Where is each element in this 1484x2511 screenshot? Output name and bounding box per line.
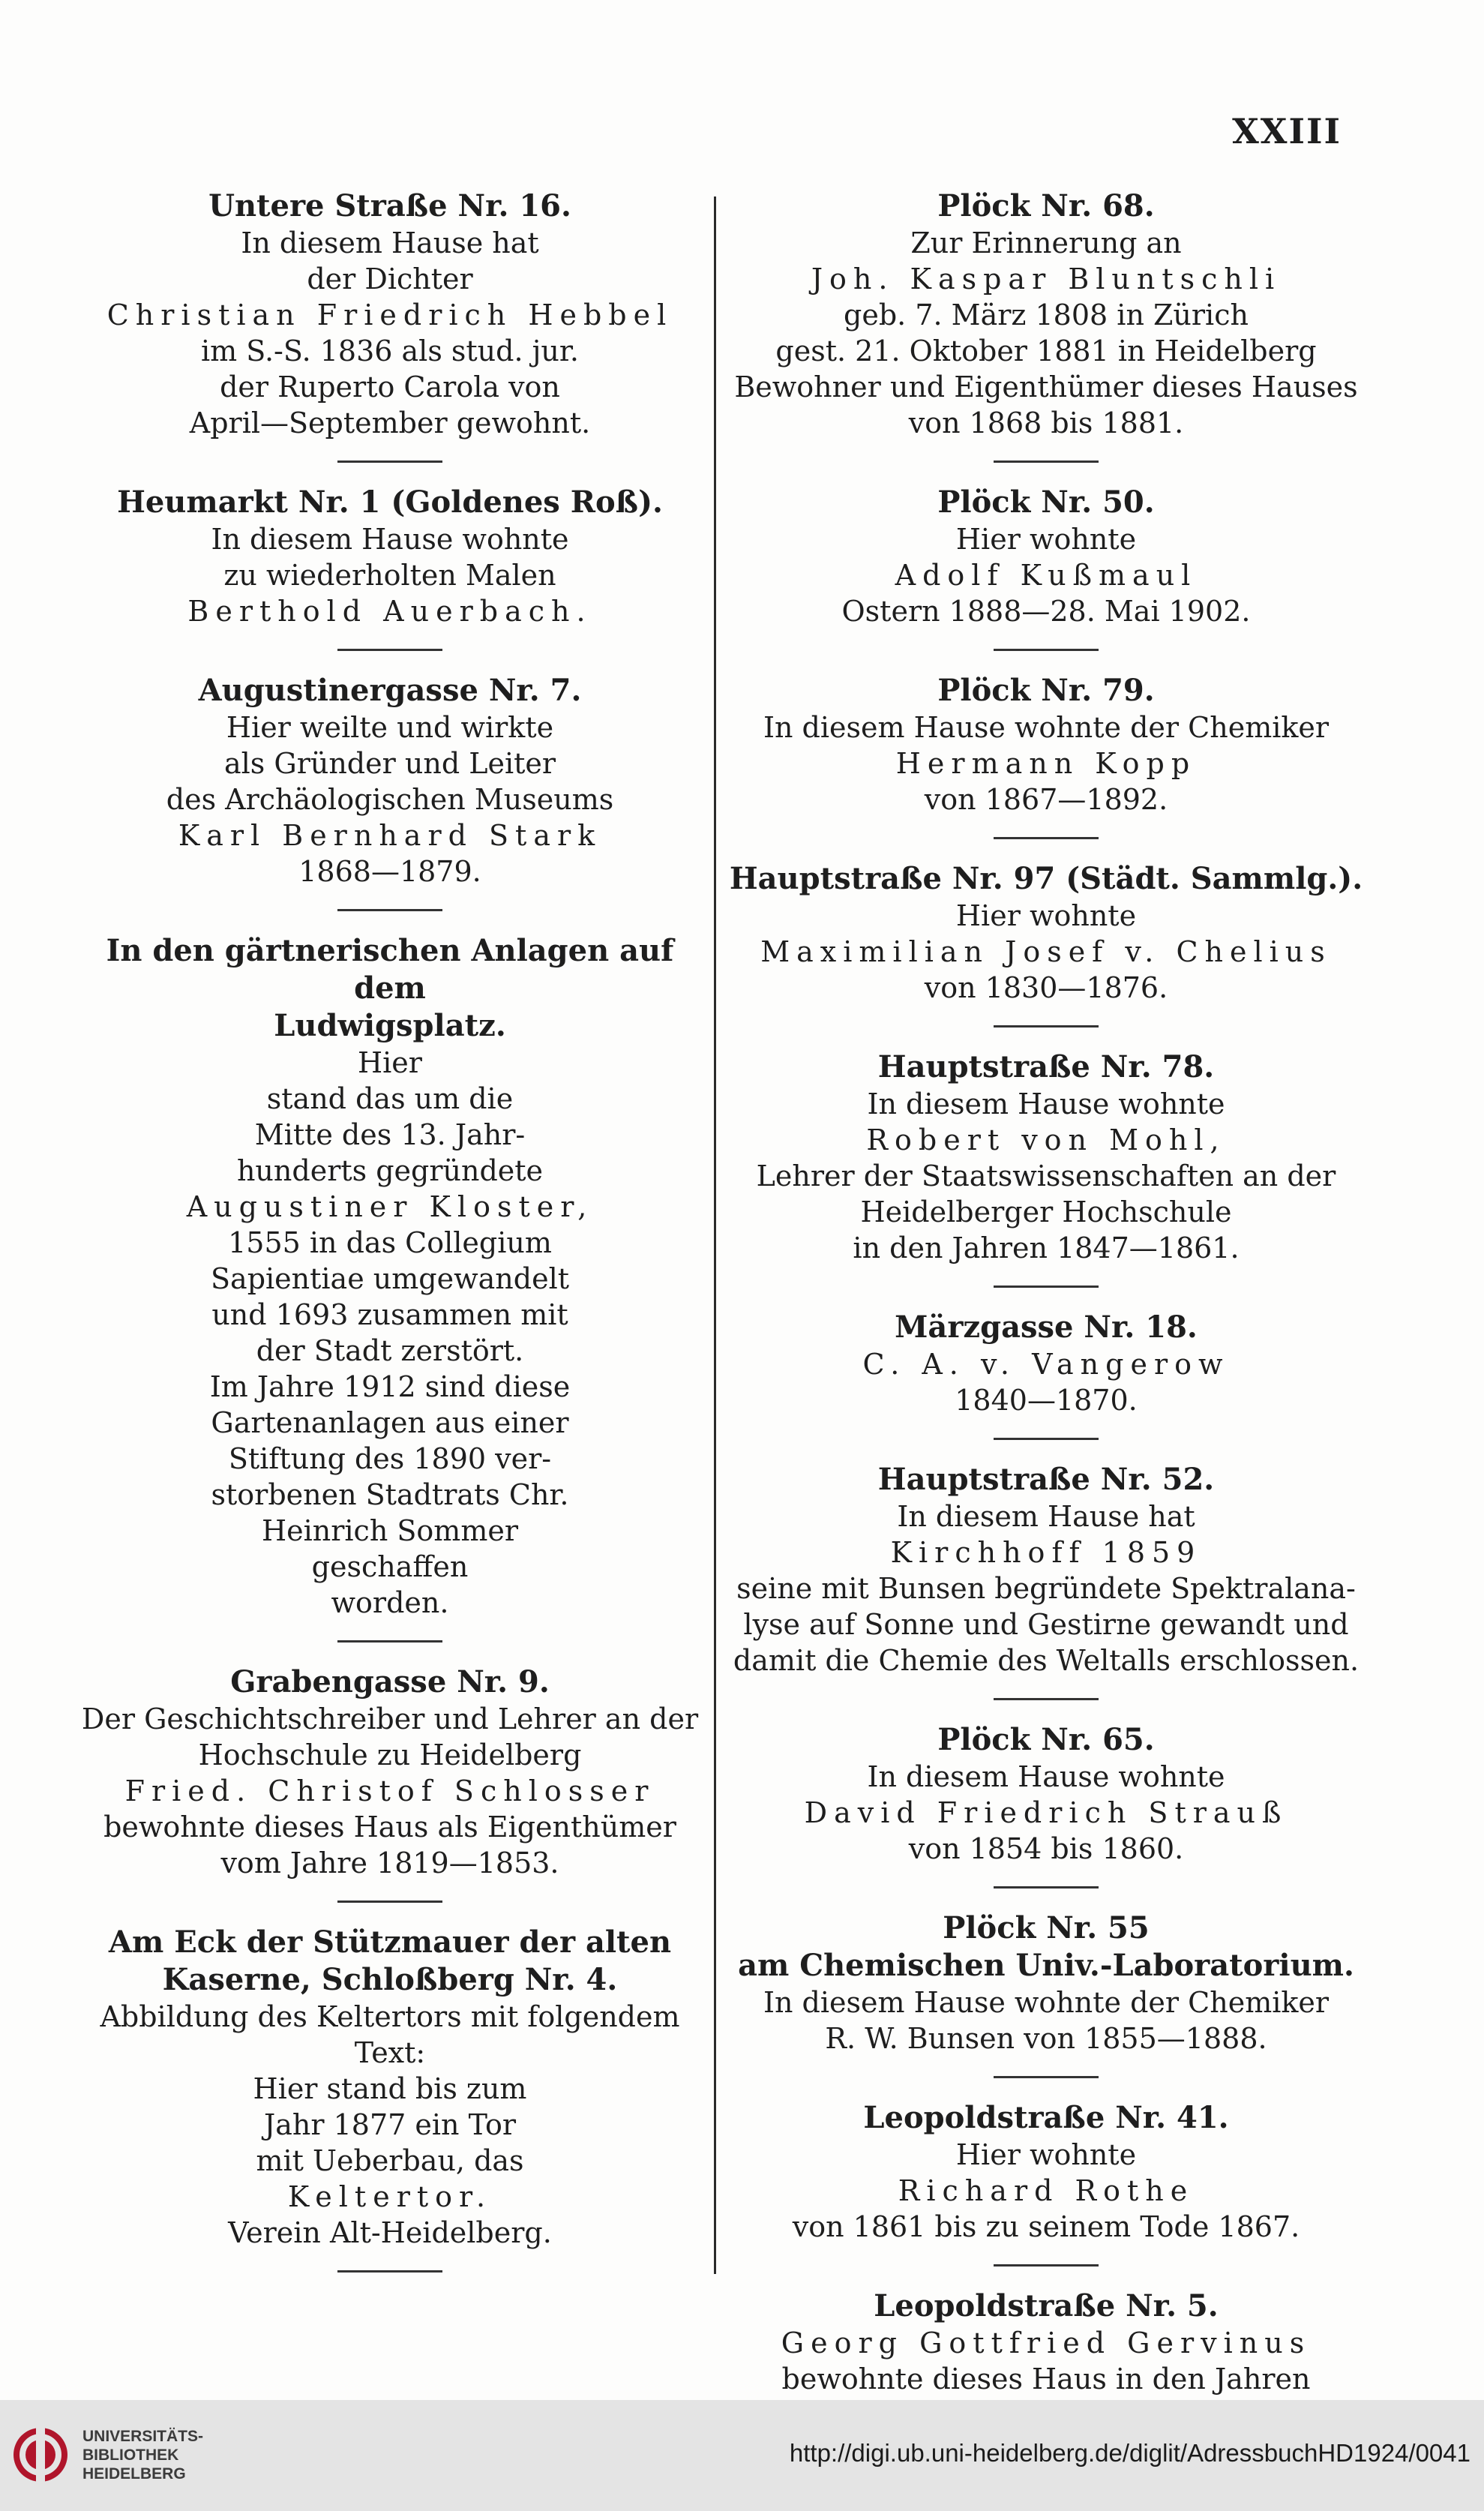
entry-line: In diesem Hause wohnte der Chemiker (763, 1986, 1330, 2019)
entry-separator (337, 2270, 442, 2272)
entry-line: von 1868 bis 1881. (908, 406, 1184, 440)
entry-separator (337, 649, 442, 651)
entry-line: Sapientiae umgewandelt (211, 1262, 569, 1295)
person-name: Kirchhoff 1859 (890, 1536, 1202, 1569)
person-name: Christian Friedrich Hebbel (106, 298, 673, 332)
entry-line: stand das um die (266, 1082, 514, 1115)
entry-separator (994, 2076, 1099, 2078)
plaque-entry (67, 932, 712, 1621)
entry-line: Hier wohnte (955, 2138, 1137, 2171)
page-number: XXIII (1232, 111, 1342, 152)
plaque-entry (67, 484, 712, 629)
entry-separator (994, 2264, 1099, 2266)
person-name: Karl Bernhard Stark (178, 819, 602, 852)
plaque-entry (67, 1664, 712, 1881)
entry-line: mit Ueberbau, das (256, 2144, 524, 2177)
entry-line: vom Jahre 1819—1853. (220, 1846, 559, 1880)
entry-line: In diesem Hause hat (897, 1500, 1195, 1533)
right-column (724, 188, 1369, 2476)
entry-line: 1555 in das Collegium (228, 1226, 552, 1259)
entry-separator (994, 1025, 1099, 1028)
entry-line: R. W. Bunsen von 1855—1888. (825, 2022, 1267, 2055)
person-name: Fried. Christof Schlosser (124, 1774, 655, 1808)
plaque-entry (724, 672, 1369, 818)
entry-line: Hier wohnte (955, 523, 1137, 556)
entry-line: der Stadt zerstört. (256, 1334, 524, 1367)
entry-separator (994, 649, 1099, 651)
entry-heading: Plöck Nr. 50. (937, 484, 1155, 520)
library-name-line: HEIDELBERG (82, 2465, 186, 2482)
entry-heading: Am Eck der Stützmauer der alten Kaserne, Schloßberg Nr. 4. (108, 1924, 672, 1997)
entry-line: Lehrer der Staatswissenschaften an der (756, 1160, 1336, 1192)
entry-separator (994, 460, 1099, 463)
entry-heading: Plöck Nr. 79. (937, 673, 1155, 708)
library-name (82, 2427, 203, 2483)
entry-line: seine mit Bunsen begründete Spektralana- (736, 1572, 1356, 1605)
entry-separator (994, 837, 1099, 839)
library-name-line: UNIVERSITÄTS- (82, 2428, 204, 2445)
person-name: Berthold Auerbach. (187, 595, 592, 628)
person-name: Keltertor. (287, 2180, 493, 2213)
entry-line: geb. 7. März 1808 in Zürich (844, 298, 1249, 332)
entry-line: In diesem Hause wohnte (211, 523, 569, 556)
entry-line: von 1867—1892. (924, 783, 1168, 816)
entry-heading: Märzgasse Nr. 18. (895, 1310, 1198, 1345)
entry-separator (337, 909, 442, 911)
entry-line: bewohnte dieses Haus in den Jahren (781, 2362, 1311, 2396)
entry-heading: Untere Straße Nr. 16. (208, 188, 571, 224)
entry-separator (337, 460, 442, 463)
entry-line: zu wiederholten Malen (223, 559, 556, 592)
entry-heading: Leopoldstraße Nr. 41. (863, 2100, 1229, 2135)
entry-line: Verein Alt-Heidelberg. (228, 2216, 552, 2249)
person-name: Georg Gottfried Gervinus (781, 2326, 1312, 2360)
entry-line: Hier stand bis zum (253, 2072, 527, 2105)
person-name: Robert von Mohl, (866, 1124, 1226, 1156)
person-name: David Friedrich Strauß (804, 1796, 1288, 1829)
entry-heading: Hauptstraße Nr. 97 (Städt. Sammlg.). (729, 861, 1363, 896)
footer-bar (0, 2400, 1484, 2511)
entry-heading: Heumarkt Nr. 1 (Goldenes Roß). (117, 484, 663, 520)
entry-line: In diesem Hause wohnte (867, 1760, 1225, 1793)
entry-line: Mitte des 13. Jahr- (254, 1118, 526, 1151)
entry-line: hunderts gegründete (236, 1154, 544, 1187)
entry-line: In diesem Hause wohnte der Chemiker (763, 711, 1330, 744)
entry-line: geschaffen (311, 1550, 469, 1583)
person-name: Maximilian Josef v. Chelius (760, 935, 1332, 968)
plaque-entry (724, 1721, 1369, 1867)
entry-line: Der Geschichtschreiber und Lehrer an der (81, 1702, 699, 1736)
source-url-link[interactable]: http://digi.ub.uni-heidelberg.de/diglit/AdressbuchHD1924/0041 (789, 2439, 1471, 2467)
entry-line: Abbildung des Keltertors mit folgendem (100, 2000, 680, 2033)
entry-line: Heidelberger Hochschule (860, 1196, 1232, 1228)
entry-line: von 1854 bis 1860. (908, 1832, 1184, 1865)
entry-heading: Plöck Nr. 68. (937, 188, 1155, 224)
entry-line: In diesem Hause wohnte (867, 1088, 1225, 1120)
plaque-entry (67, 188, 712, 441)
entry-line: der Ruperto Carola von (220, 370, 560, 404)
plaque-entry (724, 188, 1369, 441)
entry-line: Jahr 1877 ein Tor (263, 2108, 517, 2141)
person-name: Augustiner Kloster, (186, 1190, 594, 1223)
entry-separator (994, 1438, 1099, 1440)
person-name: C. A. v. Vangerow (862, 1348, 1230, 1381)
entry-heading: Grabengasse Nr. 9. (230, 1664, 550, 1700)
entry-line: Heinrich Sommer (261, 1514, 519, 1547)
entry-line: im S.-S. 1836 als stud. jur. (201, 334, 579, 368)
entry-line: Gartenanlagen aus einer (211, 1406, 569, 1439)
entry-line: 1868—1879. (298, 855, 481, 888)
entry-line: in den Jahren 1847—1861. (853, 1232, 1240, 1264)
entry-line: Stiftung des 1890 ver- (228, 1442, 552, 1475)
entry-separator (994, 1286, 1099, 1288)
entry-line: Bewohner und Eigenthümer dieses Hauses (734, 370, 1358, 404)
entry-line: Hier (358, 1046, 422, 1079)
left-column (67, 188, 712, 2294)
plaque-entry (724, 1910, 1369, 2056)
entry-line: lyse auf Sonne und Gestirne gewandt und (743, 1608, 1349, 1641)
entry-line: April—September gewohnt. (189, 406, 591, 440)
plaque-entry (724, 1461, 1369, 1678)
entry-line: Hochschule zu Heidelberg (198, 1738, 582, 1772)
entry-line: Im Jahre 1912 sind diese (209, 1370, 571, 1403)
person-name: Richard Rothe (898, 2174, 1195, 2207)
plaque-entry (67, 672, 712, 890)
plaque-entry (724, 484, 1369, 629)
entry-line: Text: (354, 2036, 426, 2069)
entry-line: von 1830—1876. (924, 971, 1168, 1004)
entry-line: Ostern 1888—28. Mai 1902. (841, 595, 1251, 628)
entry-line: worden. (331, 1586, 449, 1619)
entry-heading: In den gärtnerischen Anlagen auf dem Ludwigsplatz. (106, 933, 674, 1043)
entry-heading: Augustinergasse Nr. 7. (198, 673, 582, 708)
entry-separator (337, 1900, 442, 1903)
column-divider (714, 196, 716, 2274)
entry-line: Hier wohnte (955, 899, 1137, 932)
entry-line: bewohnte dieses Haus als Eigenthümer (103, 1810, 676, 1844)
plaque-entry (724, 1048, 1369, 1266)
entry-line: des Archäologischen Museums (166, 783, 614, 816)
entry-line: In diesem Hause hat (241, 226, 539, 260)
library-logo-icon (10, 2425, 70, 2485)
entry-heading: Hauptstraße Nr. 78. (877, 1049, 1215, 1084)
entry-line: Zur Erinnerung an (910, 226, 1182, 260)
entry-separator (337, 1640, 442, 1642)
plaque-entry (67, 1924, 712, 2251)
plaque-entry (724, 1309, 1369, 1418)
entry-heading: Plöck Nr. 55 am Chemischen Univ.-Laboratorium. (738, 1910, 1354, 1983)
entry-heading: Plöck Nr. 65. (937, 1722, 1155, 1757)
entry-separator (994, 1886, 1099, 1888)
entry-line: gest. 21. Oktober 1881 in Heidelberg (775, 334, 1317, 368)
library-name-line: BIBLIOTHEK (82, 2446, 179, 2464)
entry-line: und 1693 zusammen mit (211, 1298, 568, 1331)
entry-line: Hier weilte und wirkte (226, 711, 554, 744)
entry-line: von 1861 bis zu seinem Tode 1867. (792, 2210, 1300, 2243)
entry-line: damit die Chemie des Weltalls erschlossen. (733, 1644, 1360, 1677)
plaque-entry (724, 860, 1369, 1006)
entry-line: 1840—1870. (955, 1384, 1138, 1417)
plaque-entry (724, 2099, 1369, 2245)
person-name: Hermann Kopp (895, 747, 1197, 780)
entry-heading: Leopoldstraße Nr. 5. (874, 2288, 1219, 2324)
entry-heading: Hauptstraße Nr. 52. (877, 1462, 1215, 1497)
entry-line: als Gründer und Leiter (223, 747, 556, 780)
entry-line: der Dichter (307, 262, 473, 296)
person-name: Joh. Kaspar Bluntschli (811, 262, 1282, 296)
entry-separator (994, 1698, 1099, 1700)
entry-line: storbenen Stadtrats Chr. (211, 1478, 569, 1511)
person-name: Adolf Kußmaul (895, 559, 1198, 592)
